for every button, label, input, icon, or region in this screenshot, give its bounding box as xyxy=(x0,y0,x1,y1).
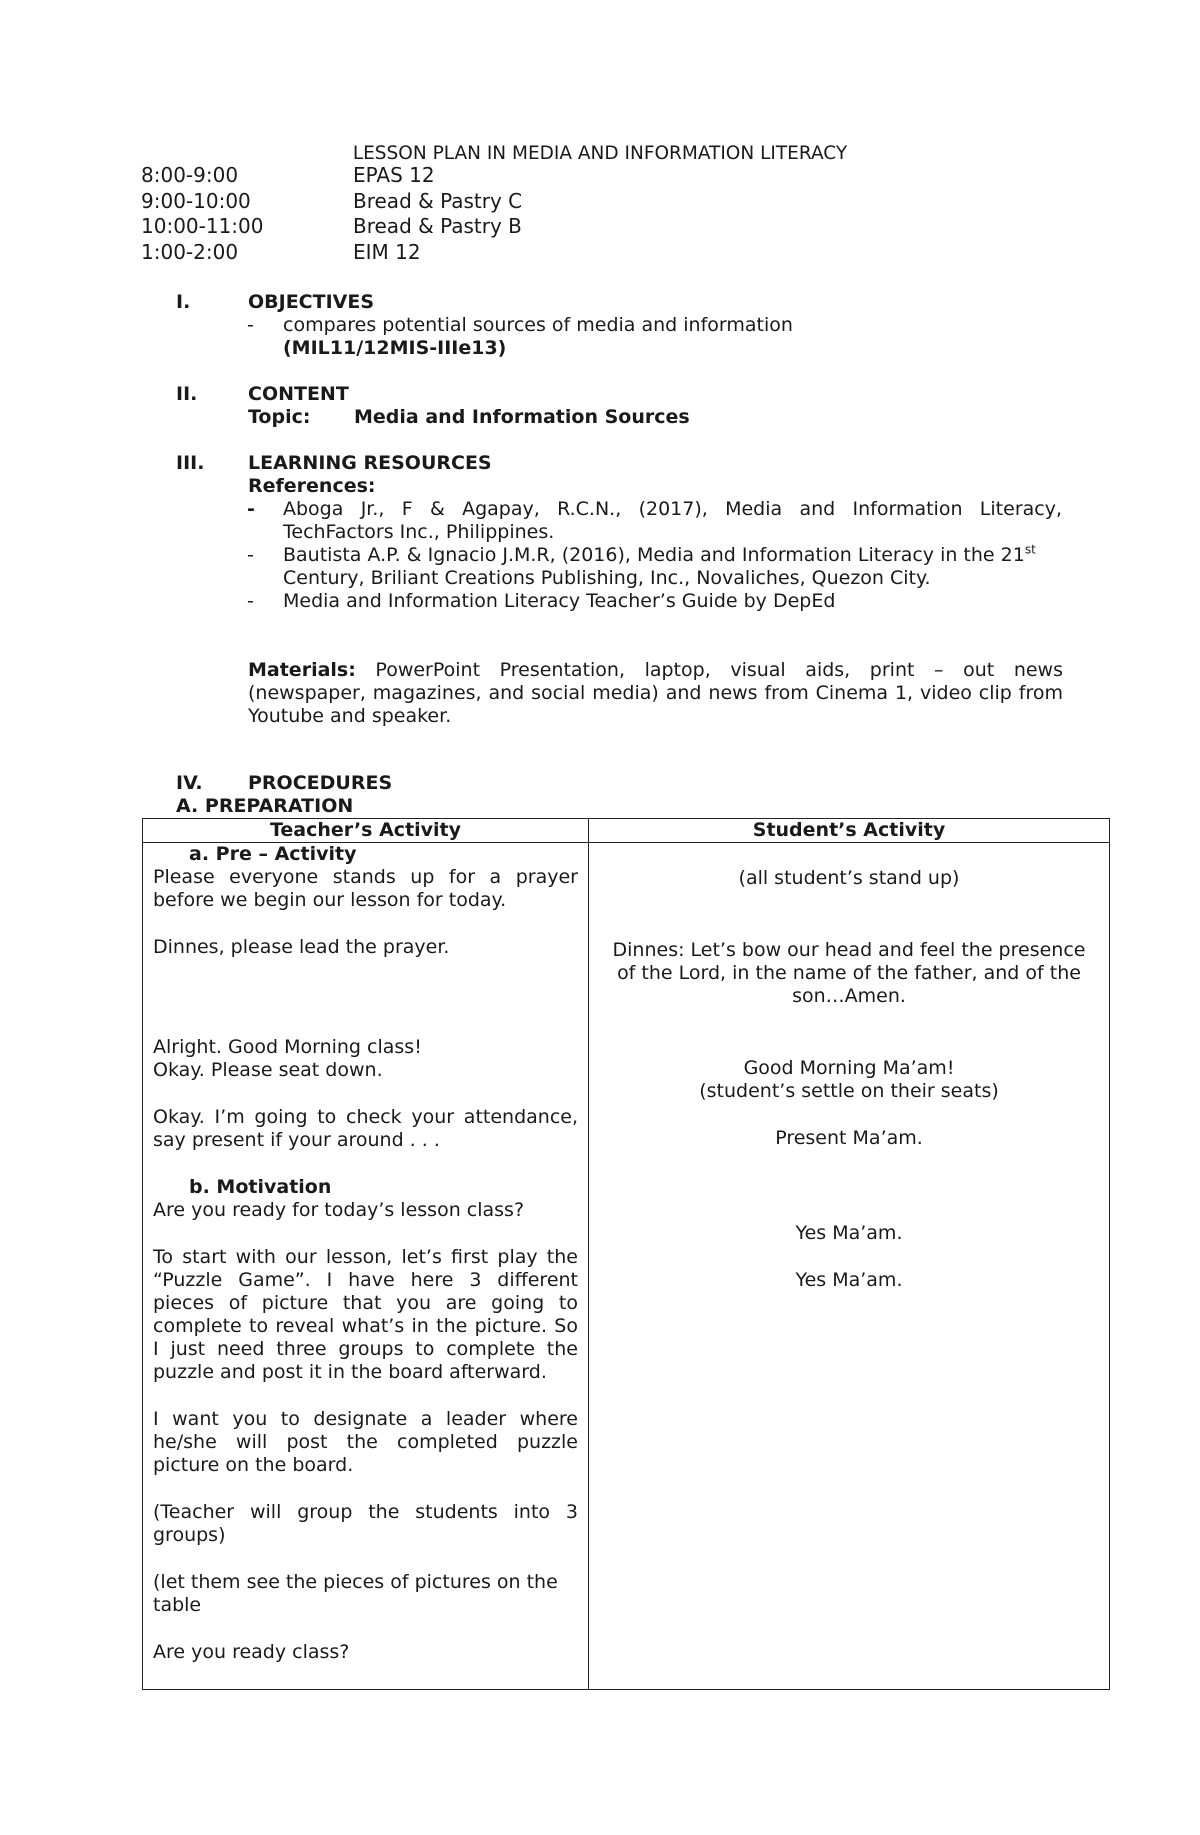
section-title: CONTENT xyxy=(248,383,349,405)
reference-text: Bautista A.P. & Ignacio J.M.R, (2016), Media and Information Literacy in the 21 xyxy=(283,544,1025,566)
motivation-heading: b. Motivation xyxy=(189,1176,332,1198)
preparation-heading: A. PREPARATION xyxy=(176,795,354,817)
list-dash: - xyxy=(247,590,254,612)
student-line: Dinnes: Let’s bow our head and feel the presence of the Lord, in the name of the father, and of the son…Amen. xyxy=(612,939,1086,1007)
procedures-heading xyxy=(176,772,1076,795)
teacher-line: Please everyone stands up for a prayer before we begin our lesson for today. xyxy=(153,866,578,911)
teacher-line: (Teacher will group the students into 3 groups) xyxy=(153,1501,578,1546)
teacher-line: Are you ready for today’s lesson class? xyxy=(153,1199,525,1221)
list-dash: - xyxy=(247,544,254,566)
pre-activity-heading: a. Pre – Activity xyxy=(189,843,357,865)
resources-heading xyxy=(176,452,1076,475)
reference-superscript: st xyxy=(1024,542,1036,557)
student-line: Good Morning Ma’am! xyxy=(743,1057,955,1079)
schedule-class: EPAS 12 xyxy=(353,163,435,187)
schedule-time: 8:00-9:00 xyxy=(141,163,239,187)
section-title: OBJECTIVES xyxy=(248,291,375,313)
schedule-time: 10:00-11:00 xyxy=(141,214,264,238)
schedule xyxy=(141,163,841,265)
student-activity-cell xyxy=(589,843,1110,1690)
section-number: III. xyxy=(176,452,205,474)
table-row xyxy=(143,843,1110,1690)
teacher-line: I want you to designate a leader where he/she will post the completed puzzle picture on the board. xyxy=(153,1408,578,1476)
reference-text: Media and Information Literacy Teacher’s Guide by DepEd xyxy=(283,590,836,612)
schedule-class: Bread & Pastry B xyxy=(353,214,522,238)
teacher-activity-cell xyxy=(143,843,589,1690)
list-item xyxy=(247,590,1062,613)
objective-code: (MIL11/12MIS-IIIe13) xyxy=(283,337,507,359)
schedule-class: EIM 12 xyxy=(353,239,421,264)
materials-text: PowerPoint Presentation, laptop, visual aids, print – out news (newspaper, magazines, and social media) and news from Cinema 1, video clip from Youtube and speaker. xyxy=(248,659,1063,727)
topic-line xyxy=(248,406,690,429)
objectives-heading xyxy=(176,291,1076,314)
schedule-row xyxy=(141,189,841,215)
activity-table xyxy=(142,818,1110,1690)
teacher-line: (let them see the pieces of pictures on the table xyxy=(153,1571,558,1616)
schedule-row xyxy=(141,240,841,266)
teacher-line: Alright. Good Morning class! xyxy=(153,1036,422,1058)
section-number: IV. xyxy=(176,772,203,794)
teacher-line: Are you ready class? xyxy=(153,1641,350,1663)
topic-label: Topic: xyxy=(248,406,311,428)
reference-text: Century, Briliant Creations Publishing, Inc., Novaliches, Quezon City. xyxy=(283,567,931,589)
schedule-time: 1:00-2:00 xyxy=(141,239,239,264)
table-header-row xyxy=(143,819,1110,843)
teacher-line: Dinnes, please lead the prayer. xyxy=(153,936,450,958)
student-line: Present Ma’am. xyxy=(775,1127,923,1149)
reference-text: Aboga Jr., F & Agapay, R.C.N., (2017), Media and Information Literacy, TechFactors Inc., Philippines. xyxy=(283,498,1062,543)
student-line: (student’s settle on their seats) xyxy=(699,1080,999,1102)
student-line: Yes Ma’am. xyxy=(795,1269,903,1291)
objective-text: compares potential sources of media and information xyxy=(283,314,793,336)
schedule-row xyxy=(141,214,841,240)
student-line: Yes Ma’am. xyxy=(795,1222,903,1244)
section-number: I. xyxy=(176,291,191,313)
column-header-student: Student’s Activity xyxy=(589,819,1110,843)
schedule-row xyxy=(141,163,841,189)
list-item xyxy=(247,498,1062,544)
column-header-teacher: Teacher’s Activity xyxy=(143,819,589,843)
content-heading xyxy=(176,383,1076,406)
list-dash: - xyxy=(247,498,255,520)
materials-paragraph xyxy=(248,659,1063,728)
teacher-line: Okay. I’m going to check your attendance, say present if your around . . . xyxy=(153,1106,578,1151)
student-line: (all student’s stand up) xyxy=(738,867,960,889)
schedule-time: 9:00-10:00 xyxy=(141,188,251,213)
teacher-line: Okay. Please seat down. xyxy=(153,1059,383,1081)
references-label: References: xyxy=(248,475,376,497)
list-dash: - xyxy=(247,314,254,336)
section-title: LEARNING RESOURCES xyxy=(248,452,492,474)
page-title: LESSON PLAN IN MEDIA AND INFORMATION LITERACY xyxy=(352,143,848,164)
objectives-list xyxy=(247,314,1062,360)
materials-label: Materials: xyxy=(248,659,356,681)
list-item xyxy=(247,314,1062,360)
teacher-line: To start with our lesson, let’s first play the “Puzzle Game”. I have here 3 different pieces of picture that you are going to complete to reveal what’s in the picture. So I just need three groups to complete the puzzle and post it in the board afterward. xyxy=(153,1246,578,1383)
schedule-class: Bread & Pastry C xyxy=(353,188,523,213)
section-number: II. xyxy=(176,383,198,405)
topic-value: Media and Information Sources xyxy=(354,406,690,428)
list-item xyxy=(247,544,1062,590)
section-title: PROCEDURES xyxy=(248,772,393,794)
references-list xyxy=(247,498,1062,613)
